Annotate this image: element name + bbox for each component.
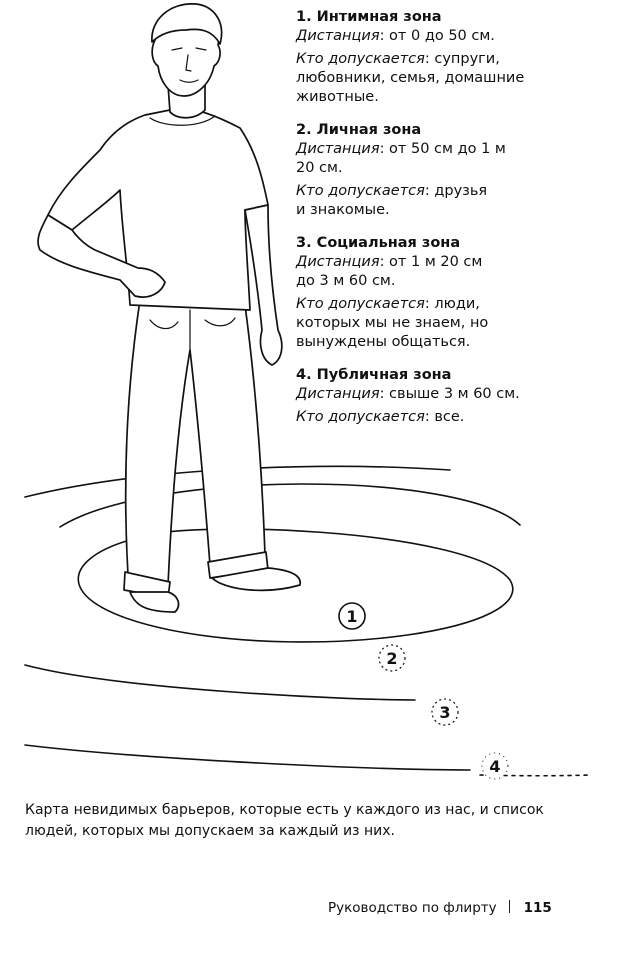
zone-3-allowed-value-2: которых мы не знаем, но [296,315,489,331]
zone-3-heading [296,234,536,253]
caption-line-2: людей, которых мы допускаем за каждый из них. [25,823,395,839]
zone-2-allowed-label: Кто допускается [296,183,425,199]
zone-4-distance [296,385,536,404]
zone-2-marker: 2 [386,649,398,668]
figure-caption [25,800,570,842]
zone-1-allowed-value-3: животные. [296,89,379,105]
page-footer [328,900,552,916]
zone-1-allowed-label: Кто допускается [296,51,425,67]
zone-2-title: Личная зона [316,122,422,138]
zone-1-heading [296,8,536,27]
caption-line-1: Карта невидимых барьеров, которые есть у каждого из нас, и список [25,802,544,818]
footer-separator [509,900,510,913]
zone-3-ring-front [25,745,470,770]
zone-1-marker: 1 [346,607,358,626]
zone-1-distance-label: Дистанция [296,28,380,44]
zone-3-allowed [296,295,536,352]
page-number: 115 [523,900,552,916]
zone-3-marker: 3 [439,703,451,722]
zone-4-distance-label: Дистанция [296,386,380,402]
zone-1-distance-value: : от 0 до 50 см. [379,28,495,44]
zone-1-description [296,8,536,107]
zone-3-distance-value-2: до 3 м 60 см. [296,273,396,289]
zone-2-allowed [296,182,536,220]
zone-1-title: Интимная зона [316,9,442,25]
book-title: Руководство по флирту [328,900,497,916]
zone-3-title: Социальная зона [316,235,461,251]
zone-markers [339,603,508,779]
zone-3-allowed-value-3: вынуждены общаться. [296,334,471,350]
zone-4-allowed-label: Кто допускается [296,409,425,425]
zone-3-distance [296,253,536,291]
zone-4-number: 4. [296,367,312,383]
zone-1-allowed-value-1: : супруги, [424,51,500,67]
zone-3-allowed-value-1: : люди, [424,296,480,312]
zone-3-number: 3. [296,235,312,251]
zone-3-description [296,234,536,352]
zone-2-distance-value: : от 50 см до 1 м [379,141,506,157]
zone-4-heading [296,366,536,385]
zone-3-distance-label: Дистанция [296,254,380,270]
zone-4-title: Публичная зона [316,367,452,383]
zone-4-marker: 4 [489,757,501,776]
zone-2-allowed-value-1: : друзья [424,183,488,199]
man-figure [38,4,300,612]
zone-4-allowed-value-1: : все. [424,409,465,425]
zone-2-allowed-value-2: и знакомые. [296,202,390,218]
zone-1-allowed-value-2: любовники, семья, домашние [296,70,525,86]
zone-2-distance-label: Дистанция [296,141,380,157]
zone-4-distance-value: : свыше 3 м 60 см. [379,386,520,402]
zone-2-distance-value-2: 20 см. [296,160,343,176]
zone-2-description [296,121,536,220]
zone-4-description [296,366,536,427]
zone-2-ring-front [25,665,415,700]
zone-2-heading [296,121,536,140]
zone-4-allowed [296,408,536,427]
zone-3-allowed-label: Кто допускается [296,296,425,312]
zone-3-distance-value: : от 1 м 20 см [379,254,483,270]
zone-descriptions [296,8,536,441]
zone-2-distance [296,140,536,178]
zone-1-number: 1. [296,9,312,25]
zone-1-allowed [296,50,536,107]
zone-1-distance [296,27,536,46]
zone-2-number: 2. [296,122,312,138]
